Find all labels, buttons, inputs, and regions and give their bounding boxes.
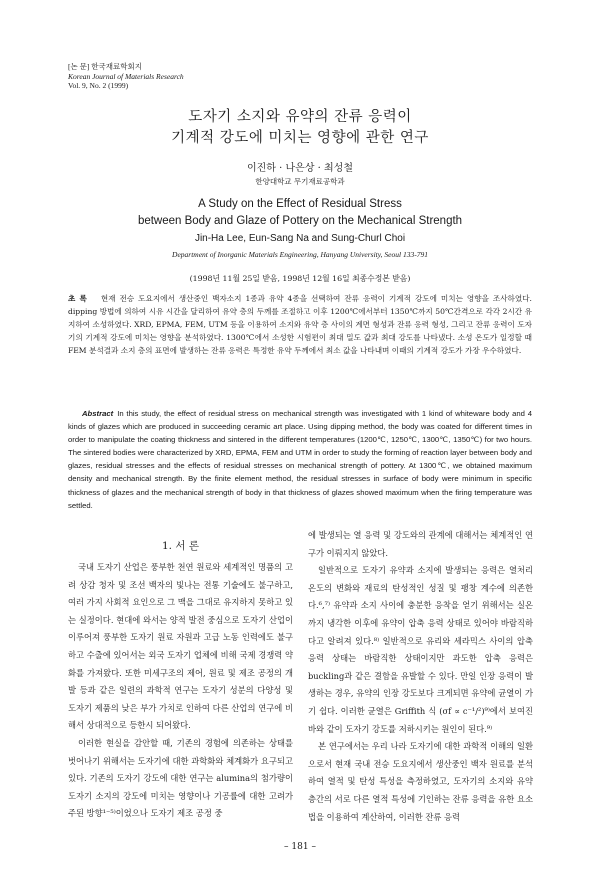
title-korean-line2: 기계적 강도에 미치는 영향에 관한 연구 — [171, 130, 429, 146]
affiliation-korean: 한양대학교 무기재료공학과 — [255, 177, 345, 186]
title-english-line2: between Body and Glaze of Pottery on the Mechanical Strength — [137, 215, 463, 227]
authors-korean: 이진하 · 나은상 · 최성철 — [246, 163, 353, 174]
abstract-korean-text: 현재 전승 도요지에서 생산중인 백자소지 1종과 유약 4종을 선택하여 잔류 응력이 기계적 강도에 미치는 영향을 조사하였다. dipping 방법에 의하여 시유 시간을 달리하여 유약 층의 두께를 조절하고 이후 1200℃에서부터 1350℃까지 50℃간격으로 각각 2시간 유지하여 소성하였다. XRD, EPMA, FEM, UTM 등을 이용하여 소지와 유약 층 사이의 계면 형성과 잔류 응력 형성, 그리고 잔류 응력이 도자기의 기계적 강도에 미치는 영향을 분석하였다. 1300℃에서 소성한 시험편이 최대 밀도 값과 최대 강도를 나타냈다. 소성 온도가 일정할 때 FEM 분석결과 소지 층의 표면에 발생하는 잔류 응력은 특정한 유약 두께에서 최소 값을 나타내며 이때의 기계적 강도가 가장 우수하였다. — [68, 294, 532, 355]
paragraph: 본 연구에서는 우리 나라 도자기에 대한 과학적 이해의 일환으로서 현재 국내 전승 도요지에서 생산중인 백자 원료를 분석하여 열적 및 탄성 특성을 측정하였고, 도자기의 소지와 유약 층간의 서로 다른 열적 특성에 기인하는 잔류 응력을 유한 요소 법을 이용하여 계산하여, 이러한 잔류 응력 — [308, 741, 533, 822]
paragraph: 이러한 현실을 감안할 때, 기존의 경험에 의존하는 상태를 벗어나기 위해서는 도자기에 대한 과학화와 체계화가 요구되고 있다. 기존의 도자기 강도에 대한 연구는 alumina의 첨가량이 도자기 소지의 강도에 미치는 영향이나 기공률에 대한 고려가 주된 방향¹⁻⁵⁾이었으나 도자기 제조 공정 중 — [68, 737, 293, 819]
paragraph: 국내 도자기 산업은 풍부한 천연 원료와 세계적인 명품의 고려 상감 청자 및 조선 백자의 빛나는 전통 기술에도 불구하고, 여러 가지 사회적 요인으로 그 맥을 그대로 유지하지 못하고 있는 실정이다. 현대에 와서는 양적 발전 중심으로 도자기 산업이 이루어져 풍부한 도자기 원료 자원과 고급 노동 인력에도 불구하고 수출에 있어서는 외국 도자기 업체에 비해 국제 경쟁력 약화를 가져왔다. 또한 미세구조의 제어, 원료 및 제조 공정의 개발 등과 같은 일련의 과학적 연구는 도자기 성분의 다양성 및 도자기 제품의 낮은 부가 가치로 인하여 다른 산업의 연구에 비해서 상대적으로 등한시 되어왔다. — [68, 562, 293, 731]
abstract-korean-label: 초 록 — [68, 294, 87, 303]
authors-english: Jin-Ha Lee, Eun-Sang Na and Sung-Churl Choi — [194, 233, 406, 244]
section-heading-introduction: 1. 서 론 — [162, 540, 199, 552]
abstract-korean — [68, 292, 532, 357]
page-number: – 181 – — [284, 842, 316, 852]
abstract-english — [68, 407, 532, 512]
journal-name-en: Korean Journal of Materials Research — [68, 71, 184, 81]
journal-header — [68, 62, 184, 91]
title-english-line1: A Study on the Effect of Residual Stress — [198, 198, 402, 210]
journal-label: [논 문] 한국재료학회지 — [68, 62, 142, 71]
title-korean-line1: 도자기 소지와 유약의 잔류 응력이 — [188, 109, 412, 125]
abstract-english-text: In this study, the effect of residual stress on mechanical strength was investigated with 1 kind of whiteware body and 4 kinds of glazes which are produced in succeeding ceramic art place. Using dipping method, the body was coated for different times in order to manipulate the coating thickness and sintered in the different temperatures (1200℃, 1250℃, 1300℃, 1350℃) for two hours. The sintered bodies were characterized by XRD, EPMA, FEM and UTM in order to study the forming of reaction layer between body and glazes, residual stresses and the effects of residual stresses on mechanical strength of pottery. At 1300℃, we obtained maximum density and mechanical strength. By the finite element method, the residual stresses in surface of body were minimum in specific thickness of glazes and the mechanical strength of body in that thickness of glazes showed maximum when the firing temperature was settled. — [68, 409, 532, 510]
abstract-english-label: Abstract — [82, 409, 114, 418]
journal-volume: Vol. 9, No. 2 (1999) — [68, 81, 129, 90]
affiliation-english: Department of Inorganic Materials Engineering, Hanyang University, Seoul 133-791 — [172, 250, 428, 259]
paragraph: 일반적으로 도자기 유약과 소지에 발생되는 응력은 열처리 온도의 변화와 재료의 탄성적인 성질 및 팽창 계수에 의존한다.⁶,⁷⁾ 유약과 소지 사이에 충분한 응착을 얻기 위해서는 실온까지 냉각한 이후에 유약이 압축 응력 상태로 있어야 바람직하다고 알려져 있다.⁸⁾ 일반적으로 유리와 세라믹스 사이의 압축 응력 상태는 바람직한 상태이지만 과도한 압축 응력은 buckling과 같은 결함을 유발할 수 있다. 만일 인장 응력이 발생하는 경우, 유약의 인장 강도보다 크게되면 유약에 균열이 가기 쉽다. 이러한 균열은 Griffith 식 (σf ∝ c⁻¹/²)⁹⁾에서 보여진 바와 같이 도자기 강도를 저하시키는 원인이 된다.⁹⁾ — [308, 565, 533, 734]
paragraph: 에 발생되는 열 응력 및 강도와의 관계에 대해서는 체계적인 연구가 이뤄지지 않았다. — [308, 530, 533, 558]
body-column-left — [68, 527, 293, 823]
received-dates: (1998년 11월 25일 받음, 1998년 12월 16일 최종수정본 받음) — [189, 274, 411, 283]
body-column-right — [308, 527, 533, 826]
